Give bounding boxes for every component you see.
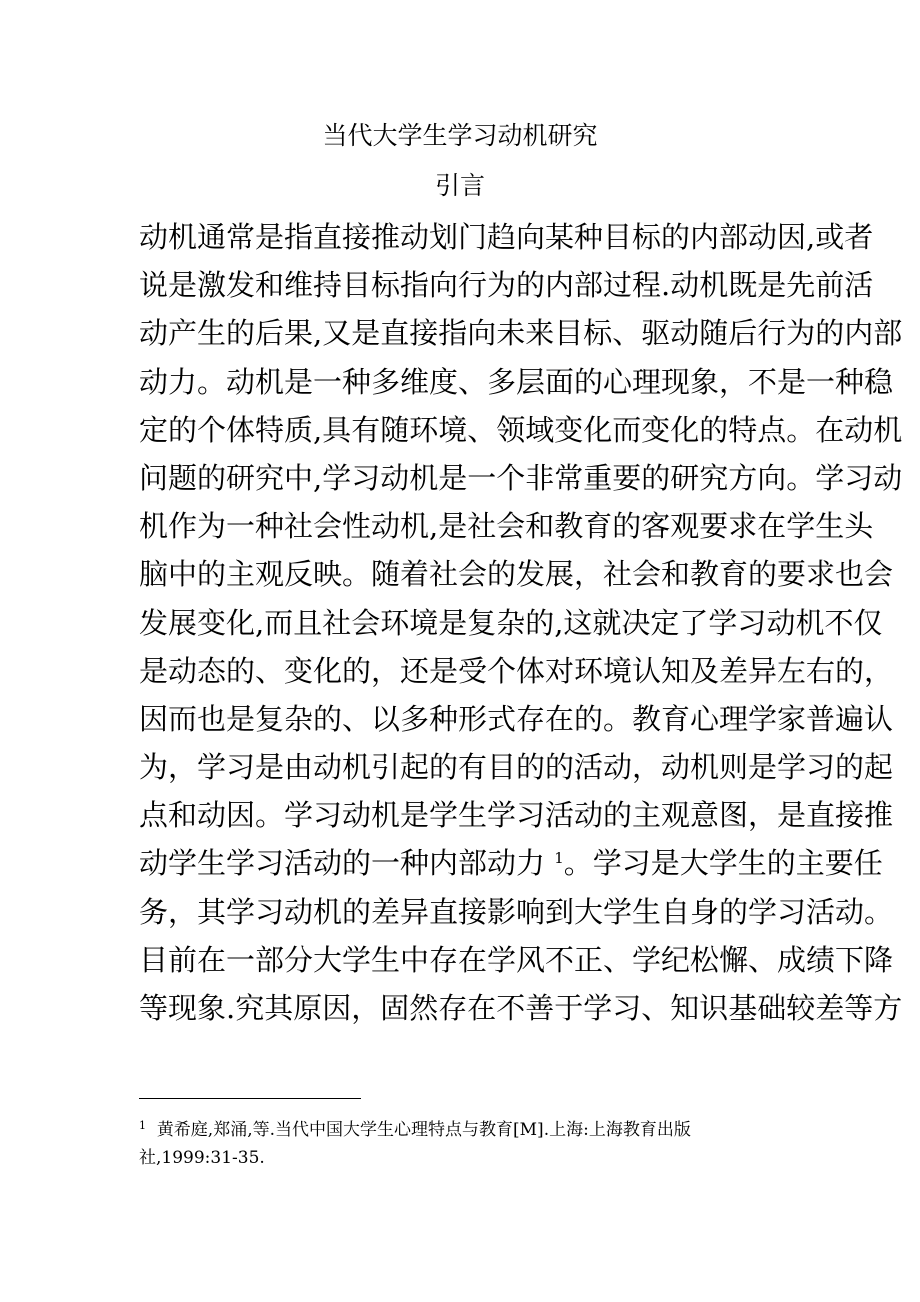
- body-line-part: 。学习是大学生的主要任: [563, 846, 883, 881]
- body-line: 发展变化,而且社会环境是复杂的,这就决定了学习动机不仅: [139, 605, 883, 640]
- body-line: 等现象.究其原因，固然存在不善于学习、知识基础较差等方: [139, 991, 903, 1025]
- footnote: [139, 1116, 789, 1172]
- body-line: 定的个体特质,具有随环境、领域变化而变化的特点。在动机: [139, 412, 903, 447]
- body-line: 动力。动机是一种多维度、多层面的心理现象，不是一种稳: [139, 364, 894, 399]
- footnote-separator: [139, 1098, 361, 1099]
- body-line: 脑中的主观反映。随着社会的发展，社会和教育的要求也会: [139, 557, 894, 592]
- footnote-text: 黄希庭,郑涌,等.当代中国大学生心理特点与教育[M].上海:上海教育出版: [156, 1120, 691, 1140]
- footnote-mark: 1: [139, 1119, 146, 1132]
- body-paragraph: [139, 213, 903, 1032]
- body-line: 是动态的、变化的，还是受个体对环境认知及差异左右的，: [139, 653, 894, 688]
- body-line-part: 动学生学习活动的一种内部动力: [139, 846, 546, 881]
- body-line: 说是激发和维持目标指向行为的内部过程.动机既是先前活: [139, 268, 874, 303]
- body-line: 机作为一种社会性动机,是社会和教育的客观要求在学生头: [139, 509, 874, 544]
- body-line-with-footnote-ref: [139, 839, 883, 887]
- body-line: 务，其学习动机的差异直接影响到大学生自身的学习活动。: [139, 894, 894, 929]
- footnote-reference[interactable]: 1: [554, 849, 564, 868]
- body-line: 动机通常是指直接推动划门趋向某种目标的内部动因,或者: [139, 220, 874, 254]
- footnote-line: [139, 1116, 789, 1144]
- body-line: 目前在一部分大学生中存在学风不正、学纪松懈、成绩下降: [139, 942, 894, 977]
- footnote-line: 社,1999:31-35.: [139, 1148, 265, 1168]
- body-line: 点和动因。学习动机是学生学习活动的主观意图，是直接推: [139, 798, 894, 833]
- document-title: 当代大学生学习动机研究: [322, 121, 598, 150]
- section-heading: 引言: [434, 171, 485, 200]
- body-line: 为，学习是由动机引起的有目的的活动，动机则是学习的起: [139, 750, 894, 785]
- body-line: 动产生的后果,又是直接指向未来目标、驱动随后行为的内部: [139, 316, 903, 351]
- body-line: 因而也是复杂的、以多种形式存在的。教育心理学家普遍认: [139, 701, 894, 736]
- body-line: 问题的研究中,学习动机是一个非常重要的研究方向。学习动: [139, 460, 903, 495]
